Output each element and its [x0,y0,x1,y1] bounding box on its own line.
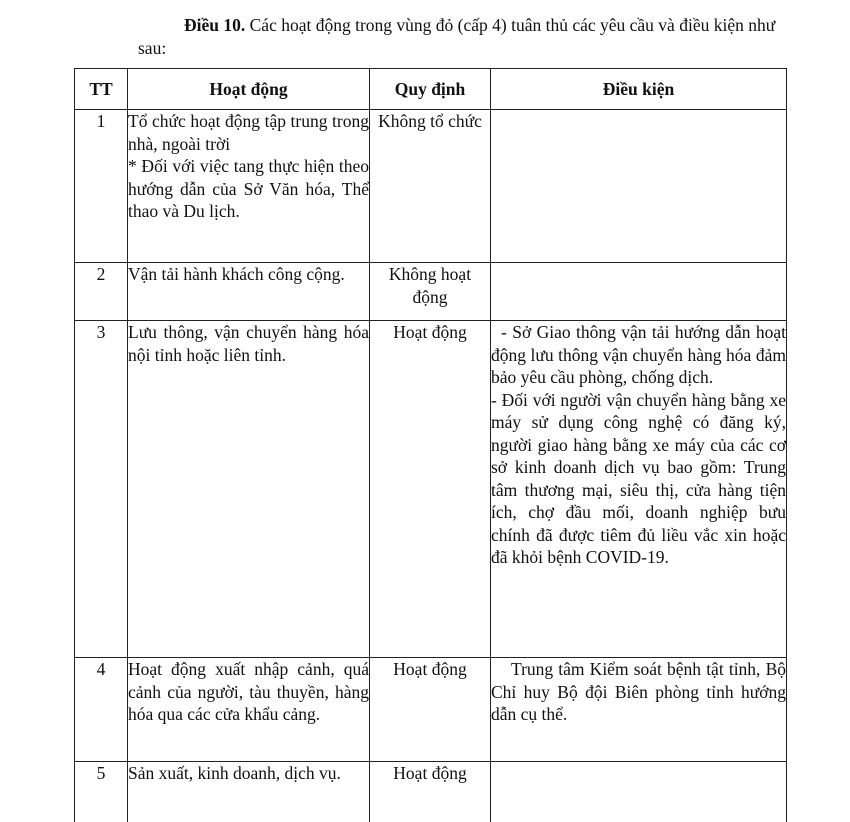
regulation-table [74,68,787,822]
header-regulation: Quy định [370,69,491,110]
table-row [75,321,787,658]
regulation-cell: Hoạt động [370,658,491,762]
row-number: 4 [75,658,128,762]
activity-text: Sản xuất, kinh doanh, dịch vụ. [128,763,341,783]
regulation-cell: Không tổ chức [370,110,491,263]
activity-cell [128,110,370,263]
table-row [75,263,787,321]
article-number: Điều 10. [184,15,246,35]
article-heading [138,14,788,60]
conditions-cell [491,321,787,658]
activity-text: Tổ chức hoạt động tập trung trong nhà, ngoài trời [128,111,369,154]
header-activity: Hoạt động [128,69,370,110]
heading-text [138,14,788,60]
conditions-cell [491,658,787,762]
article-title: Các hoạt động trong vùng đỏ (cấp 4) tuân thủ các yêu cầu và điều kiện như sau: [138,15,776,58]
condition-paragraph: - Đối với người vận chuyển hàng bằng xe máy sử dụng công nghệ có đăng ký, người giao hàng bằng xe máy của các cơ sở kinh doanh dịch vụ bao gồm: Trung tâm thương mại, siêu thị, cửa hàng tiện ích, chợ đầu mối, doanh nghiệp bưu chính đã được tiêm đủ liều vắc xin hoặc đã khỏi bệnh COVID-19. [491,389,786,567]
condition-paragraph: - Sở Giao thông vận tải hướng dẫn hoạt động lưu thông vận chuyển hàng hóa đảm bảo yêu cầu phòng, chống dịch. [491,322,786,387]
activity-text: Hoạt động xuất nhập cảnh, quá cảnh của người, tàu thuyền, hàng hóa qua các cửa khẩu cảng. [128,659,369,724]
condition-paragraph: Trung tâm Kiểm soát bệnh tật tỉnh, Bộ Chỉ huy Bộ đội Biên phòng tỉnh hướng dẫn cụ thể. [491,659,786,724]
header-tt: TT [75,69,128,110]
activity-cell [128,263,370,321]
table-header-row [75,69,787,110]
table-row [75,110,787,263]
row-number: 1 [75,110,128,263]
activity-note: * Đối với việc tang thực hiện theo hướng dẫn của Sở Văn hóa, Thể thao và Du lịch. [128,156,369,221]
regulation-cell: Không hoạt động [370,263,491,321]
activity-text: Lưu thông, vận chuyển hàng hóa nội tỉnh hoặc liên tỉnh. [128,322,369,365]
row-number: 5 [75,762,128,822]
table-row [75,658,787,762]
regulation-cell: Hoạt động [370,762,491,822]
activity-text: Vận tải hành khách công cộng. [128,264,345,284]
row-number: 3 [75,321,128,658]
conditions-cell [491,263,787,321]
regulation-cell: Hoạt động [370,321,491,658]
conditions-cell [491,110,787,263]
header-conditions: Điều kiện [491,69,787,110]
row-number: 2 [75,263,128,321]
activity-cell [128,321,370,658]
activity-cell [128,658,370,762]
